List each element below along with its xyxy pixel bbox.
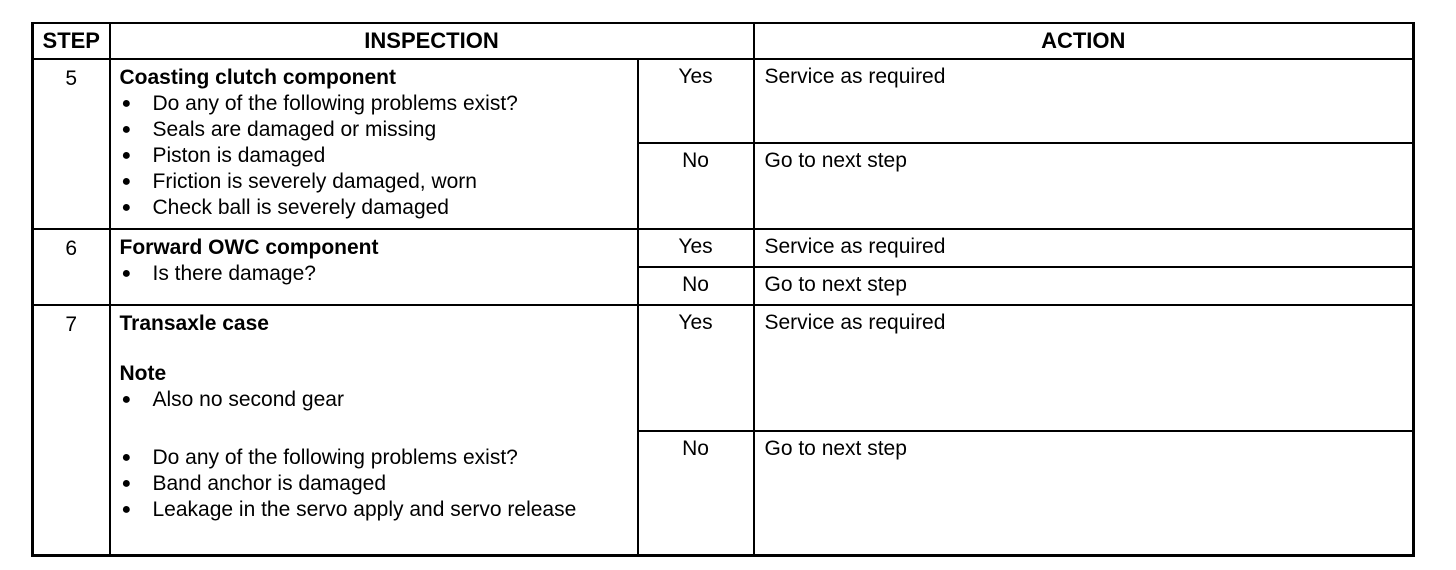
step-number: 5: [33, 59, 110, 229]
no-label: No: [638, 431, 754, 555]
bullet-icon: ●: [121, 95, 132, 112]
header-row: [33, 23, 1414, 59]
list-item: ● Do any of the following problems exist?: [121, 92, 518, 115]
yes-label: Yes: [638, 229, 754, 267]
header-action: ACTION: [754, 23, 1414, 59]
step-5-yes-row: [33, 59, 1414, 143]
list-item: ● Do any of the following problems exist?: [121, 446, 518, 469]
bullet-icon: ●: [121, 391, 132, 408]
diagnostic-table: [31, 22, 1415, 557]
inspection-title: Forward OWC component: [119, 236, 379, 259]
bullet-icon: ●: [121, 501, 132, 518]
list-item: ● Band anchor is damaged: [121, 472, 386, 495]
yes-action: Service as required: [754, 305, 1414, 431]
list-item: ● Leakage in the servo apply and servo release: [121, 498, 577, 521]
no-label: No: [638, 143, 754, 229]
list-item: ● Is there damage?: [121, 262, 316, 285]
bullet-icon: ●: [121, 173, 132, 190]
yes-label: Yes: [638, 59, 754, 143]
list-item: ● Seals are damaged or missing: [121, 118, 437, 141]
inspection-title: Coasting clutch component: [119, 66, 397, 89]
bullet-icon: ●: [121, 265, 132, 282]
bullet-icon: ●: [121, 449, 132, 466]
no-action: Go to next step: [754, 143, 1414, 229]
header-inspection: INSPECTION: [110, 23, 754, 59]
bullet-icon: ●: [121, 147, 132, 164]
header-step: STEP: [33, 23, 110, 59]
list-item: ● Check ball is severely damaged: [121, 196, 449, 219]
yes-action: Service as required: [754, 59, 1414, 143]
inspection-cell: [110, 229, 638, 305]
step-6-yes-row: [33, 229, 1414, 267]
no-label: No: [638, 267, 754, 305]
list-item: ● Friction is severely damaged, worn: [121, 170, 477, 193]
bullet-icon: ●: [121, 475, 132, 492]
inspection-cell: [110, 59, 638, 229]
step-number: 7: [33, 305, 110, 555]
bullet-icon: ●: [121, 121, 132, 138]
no-action: Go to next step: [754, 431, 1414, 555]
list-item: ● Piston is damaged: [121, 144, 326, 167]
note-title: Note: [119, 362, 167, 385]
bullet-icon: ●: [121, 199, 132, 216]
yes-label: Yes: [638, 305, 754, 431]
inspection-cell: [110, 305, 638, 555]
step-number: 6: [33, 229, 110, 305]
step-7-yes-row: [33, 305, 1414, 431]
list-item: ● Also no second gear: [121, 388, 344, 411]
inspection-title: Transaxle case: [119, 312, 269, 335]
yes-action: Service as required: [754, 229, 1414, 267]
no-action: Go to next step: [754, 267, 1414, 305]
